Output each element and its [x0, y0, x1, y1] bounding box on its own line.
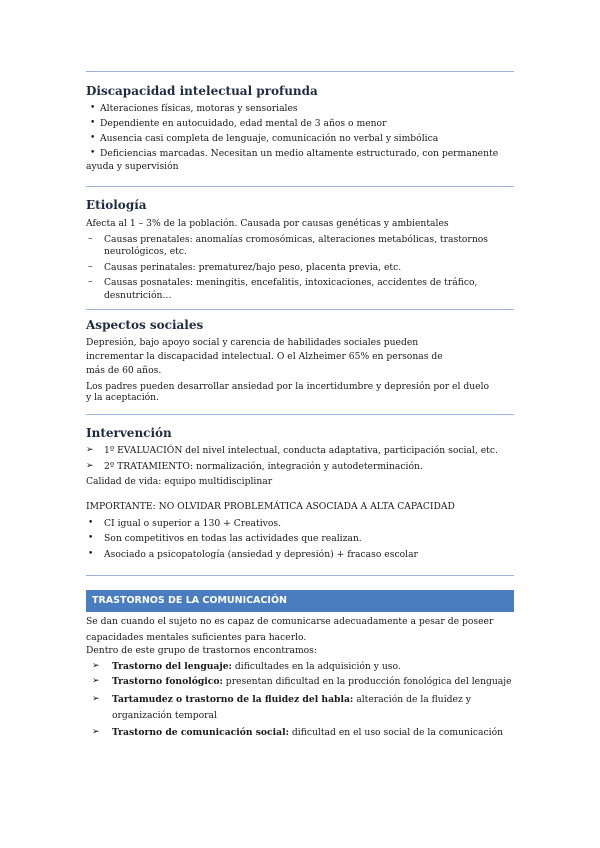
list-item: Causas prenatales: anomalías cromosómicas, alteraciones metabólicas, trastornos [104, 234, 488, 245]
list-item-continuation: desnutrición… [104, 290, 172, 301]
list-item: Dependiente en autocuidado, edad mental de 3 años o menor [100, 118, 387, 129]
paragraph-line: incrementar la discapacidad intelectual. O el Alzheimer 65% en personas de [86, 351, 443, 362]
dash-marker: – [88, 262, 93, 272]
paragraph-line: Los padres pueden desarrollar ansiedad por la incertidumbre y depresión por el duelo [86, 381, 490, 392]
section-divider [86, 575, 514, 576]
important-note: IMPORTANTE: NO OLVIDAR PROBLEMÁTICA ASOCIADA A ALTA CAPACIDAD [86, 501, 455, 512]
definition: dificultad en el uso social de la comunicación [288, 727, 504, 738]
paragraph: Calidad de vida: equipo multidisciplinar [86, 476, 273, 487]
dash-marker: – [88, 277, 93, 287]
paragraph-line: más de 60 años. [86, 365, 162, 376]
list-item: Causas posnatales: meningitis, encefalitis, intoxicaciones, accidentes de tráfico, [104, 277, 478, 288]
section-title-profunda: Discapacidad intelectual profunda [86, 84, 318, 98]
section-title-aspectos-sociales: Aspectos sociales [86, 318, 204, 332]
paragraph-line: capacidades mentales suficientes para hacerlo. [86, 632, 307, 643]
list-item [112, 661, 401, 672]
list-item [112, 727, 503, 738]
arrow-bullet-icon: ➢ [92, 676, 100, 686]
section-divider [86, 414, 514, 415]
section-title-intervencion: Intervención [86, 426, 172, 440]
section-divider [86, 71, 514, 72]
term: Trastorno del lenguaje: [112, 661, 232, 672]
arrow-bullet-icon: ➢ [92, 661, 100, 671]
list-item: Alteraciones físicas, motoras y sensoriales [100, 103, 298, 114]
paragraph: Afecta al 1 – 3% de la población. Causada por causas genéticas y ambientales [86, 218, 449, 229]
list-item: CI igual o superior a 130 + Creativos. [104, 518, 282, 529]
section-banner-trastornos: TRASTORNOS DE LA COMUNICACIÓN [86, 590, 514, 612]
bullet-dot: • [88, 549, 94, 559]
list-item: Son competitivos en todas las actividades que realizan. [104, 533, 362, 544]
list-item-continuation: organización temporal [112, 710, 217, 721]
section-divider [86, 309, 514, 310]
list-item [112, 676, 512, 687]
bullet-dot: • [90, 118, 96, 128]
definition: alteración de la fluidez y [353, 694, 471, 705]
paragraph-line: Se dan cuando el sujeto no es capaz de comunicarse adecuadamente a pesar de poseer [86, 616, 494, 627]
bullet-dot: • [90, 148, 96, 158]
list-item: Asociado a psicopatología (ansiedad y depresión) + fracaso escolar [104, 549, 418, 560]
list-item-continuation: ayuda y supervisión [86, 161, 179, 172]
bullet-dot: • [88, 533, 94, 543]
paragraph-line: Dentro de este grupo de trastornos encontramos: [86, 645, 317, 656]
arrow-bullet-icon: ➢ [92, 694, 100, 704]
term: Trastorno de comunicación social: [112, 727, 289, 738]
paragraph-line: y la aceptación. [86, 392, 160, 403]
list-item: Ausencia casi completa de lenguaje, comunicación no verbal y simbólica [100, 133, 439, 144]
list-item-continuation: neurológicos, etc. [104, 246, 187, 257]
list-item [112, 694, 471, 705]
term: Tartamudez o trastorno de la fluidez del habla: [112, 694, 354, 705]
list-item: Causas perinatales: prematurez/bajo peso, placenta previa, etc. [104, 262, 402, 273]
list-item: Deficiencias marcadas. Necesitan un medio altamente estructurado, con permanente [100, 148, 499, 159]
term: Trastorno fonológico: [112, 676, 223, 687]
bullet-dot: • [90, 133, 96, 143]
paragraph-line: Depresión, bajo apoyo social y carencia de habilidades sociales pueden [86, 337, 419, 348]
bullet-dot: • [88, 518, 94, 528]
definition: dificultades en la adquisición y uso. [231, 661, 401, 672]
arrow-bullet-icon: ➢ [92, 727, 100, 737]
list-item: 1º EVALUACIÓN del nivel intelectual, conducta adaptativa, participación social, etc. [104, 445, 498, 456]
bullet-dot: • [90, 103, 96, 113]
dash-marker: – [88, 234, 93, 244]
section-divider [86, 186, 514, 187]
arrow-bullet-icon: ➢ [86, 461, 94, 471]
arrow-bullet-icon: ➢ [86, 445, 94, 455]
list-item: 2º TRATAMIENTO: normalización, integración y autodeterminación. [104, 461, 423, 472]
section-title-etiologia: Etiología [86, 198, 147, 212]
definition: presentan dificultad en la producción fonológica del lenguaje [222, 676, 512, 687]
